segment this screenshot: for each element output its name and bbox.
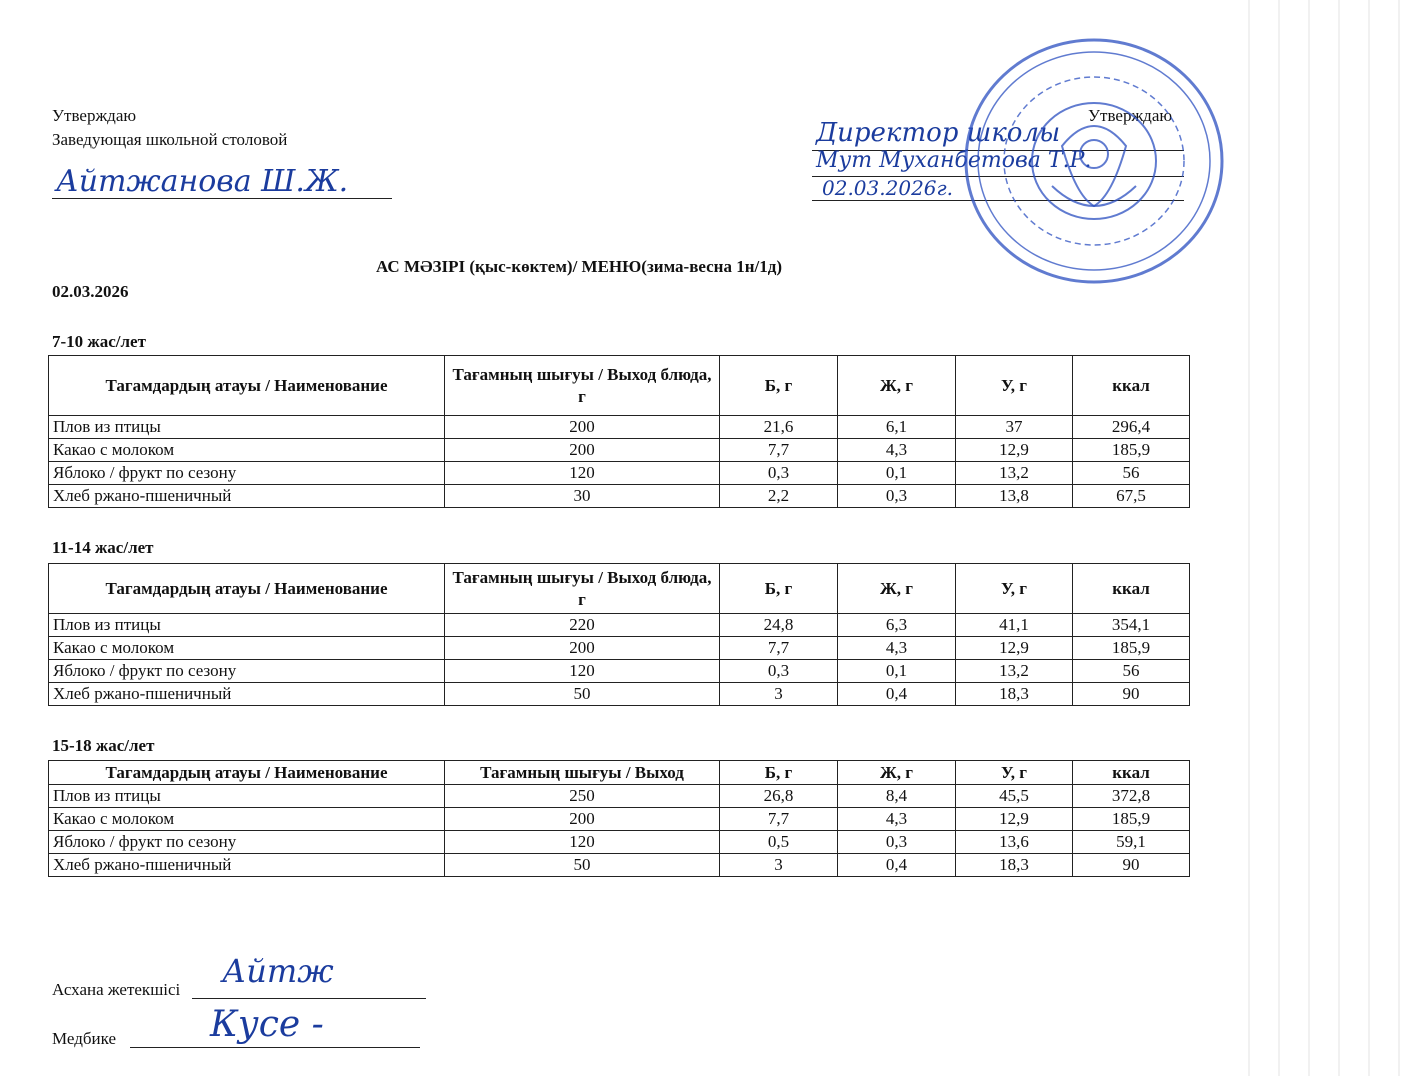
dish-kcal: 185,9	[1073, 439, 1190, 462]
table-row	[49, 462, 1190, 485]
dish-name: Какао с молоком	[49, 808, 445, 831]
section-age-11-14: 11-14 жас/лет	[52, 538, 154, 557]
dish-output: 250	[445, 785, 720, 808]
dish-kcal: 90	[1073, 683, 1190, 706]
dish-output: 200	[445, 637, 720, 660]
table-row	[49, 660, 1190, 683]
dish-fat: 4,3	[838, 637, 956, 660]
dish-carbs: 13,8	[956, 485, 1073, 508]
section-age-15-18: 15-18 жас/лет	[52, 736, 155, 755]
col-name-header: Тагамдардың атауы / Наименование	[49, 564, 445, 614]
dish-protein: 7,7	[720, 808, 838, 831]
dish-name: Яблоко / фрукт по сезону	[49, 831, 445, 854]
dish-name: Хлеб ржано-пшеничный	[49, 854, 445, 877]
dish-name: Хлеб ржано-пшеничный	[49, 683, 445, 706]
table-header-row	[49, 564, 1190, 614]
approve-left-position: Заведующая школьной столовой	[52, 130, 288, 149]
dish-fat: 0,1	[838, 462, 956, 485]
dish-protein: 21,6	[720, 416, 838, 439]
dish-name: Какао с молоком	[49, 637, 445, 660]
kitchen-head-label: Асхана жетекшісі	[52, 980, 181, 999]
col-carbs-header: У, г	[956, 356, 1073, 416]
approve-right-date: 02.03.2026г.	[822, 176, 953, 200]
dish-protein: 7,7	[720, 439, 838, 462]
dish-fat: 0,4	[838, 854, 956, 877]
col-output-header: Тағамның шығуы / Выход	[445, 761, 720, 785]
menu-table-7-10	[48, 355, 1190, 508]
nurse-signature: Кусе -	[210, 1004, 324, 1045]
dish-protein: 2,2	[720, 485, 838, 508]
col-kcal-header: ккал	[1073, 761, 1190, 785]
dish-kcal: 56	[1073, 462, 1190, 485]
dish-name: Яблоко / фрукт по сезону	[49, 462, 445, 485]
col-kcal-header: ккал	[1073, 356, 1190, 416]
dish-fat: 0,3	[838, 831, 956, 854]
dish-protein: 0,3	[720, 660, 838, 683]
table-row	[49, 831, 1190, 854]
table-row	[49, 808, 1190, 831]
scan-edge-artifact	[1234, 0, 1424, 1076]
approve-right-director: Директор школы	[816, 118, 1061, 148]
nurse-label: Медбике	[52, 1029, 116, 1048]
dish-fat: 0,4	[838, 683, 956, 706]
table-row	[49, 854, 1190, 877]
menu-table-15-18	[48, 760, 1190, 877]
dish-carbs: 18,3	[956, 854, 1073, 877]
page-title: АС МӘЗІРІ (қыс-көктем)/ МЕНЮ(зима-весна 1н/1д)	[376, 257, 782, 276]
dish-carbs: 45,5	[956, 785, 1073, 808]
dish-kcal: 90	[1073, 854, 1190, 877]
menu-table-11-14	[48, 563, 1190, 706]
col-fat-header: Ж, г	[838, 564, 956, 614]
dish-fat: 8,4	[838, 785, 956, 808]
col-carbs-header: У, г	[956, 761, 1073, 785]
dish-output: 30	[445, 485, 720, 508]
dish-protein: 3	[720, 683, 838, 706]
col-name-header: Тагамдардың атауы / Наименование	[49, 761, 445, 785]
table-row	[49, 614, 1190, 637]
approve-left-label: Утверждаю	[52, 106, 137, 125]
kitchen-head-signature: Айтж	[222, 952, 334, 990]
dish-kcal: 185,9	[1073, 808, 1190, 831]
dish-carbs: 37	[956, 416, 1073, 439]
dish-output: 220	[445, 614, 720, 637]
col-protein-header: Б, г	[720, 564, 838, 614]
col-protein-header: Б, г	[720, 761, 838, 785]
dish-name: Плов из птицы	[49, 416, 445, 439]
col-name-header: Тагамдардың атауы / Наименование	[49, 356, 445, 416]
menu-date: 02.03.2026	[52, 282, 129, 301]
table-row	[49, 683, 1190, 706]
dish-protein: 7,7	[720, 637, 838, 660]
dish-output: 50	[445, 854, 720, 877]
dish-fat: 6,1	[838, 416, 956, 439]
table-row	[49, 785, 1190, 808]
approve-right-label: Утверждаю	[1088, 106, 1173, 125]
dish-carbs: 13,2	[956, 462, 1073, 485]
dish-name: Плов из птицы	[49, 614, 445, 637]
col-protein-header: Б, г	[720, 356, 838, 416]
dish-kcal: 56	[1073, 660, 1190, 683]
dish-fat: 0,3	[838, 485, 956, 508]
col-fat-header: Ж, г	[838, 356, 956, 416]
dish-carbs: 41,1	[956, 614, 1073, 637]
dish-kcal: 354,1	[1073, 614, 1190, 637]
dish-output: 120	[445, 831, 720, 854]
dish-protein: 26,8	[720, 785, 838, 808]
dish-kcal: 67,5	[1073, 485, 1190, 508]
col-carbs-header: У, г	[956, 564, 1073, 614]
col-output-header: Тағамның шығуы / Выход блюда, г	[445, 356, 720, 416]
section-age-7-10: 7-10 жас/лет	[52, 332, 146, 351]
dish-output: 200	[445, 439, 720, 462]
dish-carbs: 12,9	[956, 637, 1073, 660]
dish-kcal: 185,9	[1073, 637, 1190, 660]
dish-output: 120	[445, 660, 720, 683]
dish-kcal: 59,1	[1073, 831, 1190, 854]
dish-fat: 4,3	[838, 439, 956, 462]
dish-name: Яблоко / фрукт по сезону	[49, 660, 445, 683]
table-row	[49, 485, 1190, 508]
dish-protein: 24,8	[720, 614, 838, 637]
dish-output: 120	[445, 462, 720, 485]
dish-carbs: 13,2	[956, 660, 1073, 683]
dish-output: 200	[445, 808, 720, 831]
table-row	[49, 439, 1190, 462]
dish-output: 50	[445, 683, 720, 706]
dish-fat: 6,3	[838, 614, 956, 637]
table-header-row	[49, 356, 1190, 416]
dish-fat: 0,1	[838, 660, 956, 683]
dish-kcal: 296,4	[1073, 416, 1190, 439]
dish-name: Плов из птицы	[49, 785, 445, 808]
dish-carbs: 18,3	[956, 683, 1073, 706]
dish-protein: 0,3	[720, 462, 838, 485]
dish-carbs: 12,9	[956, 808, 1073, 831]
approve-left-signature: Айтжанова Ш.Ж.	[56, 164, 349, 199]
dish-protein: 0,5	[720, 831, 838, 854]
dish-output: 200	[445, 416, 720, 439]
table-row	[49, 637, 1190, 660]
dish-name: Хлеб ржано-пшеничный	[49, 485, 445, 508]
approve-right-signature: Мут Муханбетова Т.Р.	[816, 148, 1092, 173]
dish-carbs: 12,9	[956, 439, 1073, 462]
official-stamp-icon	[962, 36, 1226, 286]
dish-name: Какао с молоком	[49, 439, 445, 462]
col-kcal-header: ккал	[1073, 564, 1190, 614]
table-row	[49, 416, 1190, 439]
table-header-row	[49, 761, 1190, 785]
col-fat-header: Ж, г	[838, 761, 956, 785]
dish-protein: 3	[720, 854, 838, 877]
dish-carbs: 13,6	[956, 831, 1073, 854]
col-output-header: Тағамның шығуы / Выход блюда, г	[445, 564, 720, 614]
dish-kcal: 372,8	[1073, 785, 1190, 808]
dish-fat: 4,3	[838, 808, 956, 831]
